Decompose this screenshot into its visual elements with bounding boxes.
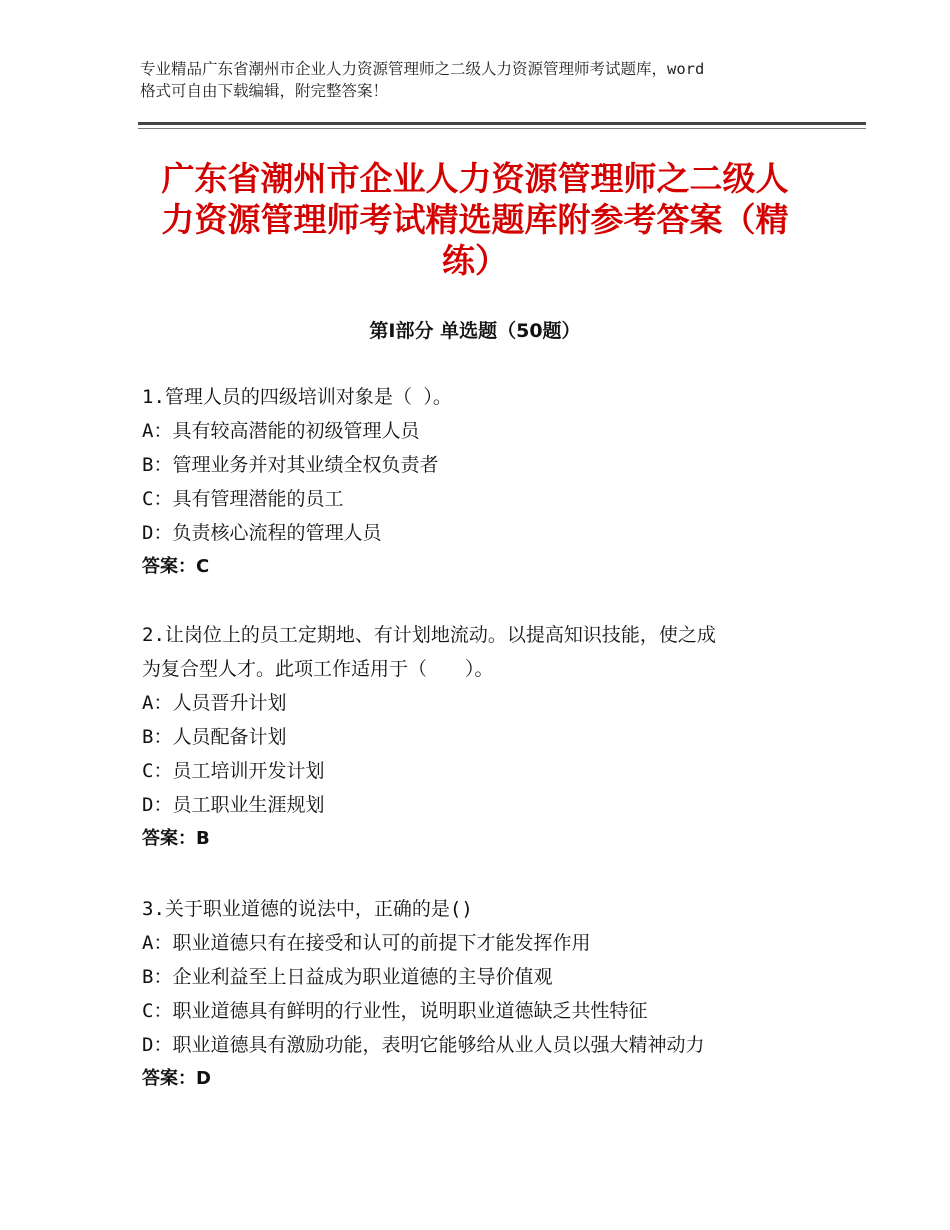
option-b: B：人员配备计划 xyxy=(142,726,287,748)
header-note-line-2: 格式可自由下载编辑，附完整答案！ xyxy=(140,82,389,100)
header-divider-thin xyxy=(138,128,866,129)
question-stem: 2.让岗位上的员工定期地、有计划地流动。以提高知识技能，使之成 xyxy=(142,624,716,646)
option-a: A：职业道德只有在接受和认可的前提下才能发挥作用 xyxy=(142,932,591,954)
title-line-1: 广东省潮州市企业人力资源管理师之二级人 xyxy=(161,159,789,198)
option-d: D：职业道德具有激励功能，表明它能够给从业人员以强大精神动力 xyxy=(142,1034,705,1056)
answer: 答案：C xyxy=(142,556,210,577)
title-line-2: 力资源管理师考试精选题库附参考答案（精 xyxy=(161,200,789,239)
question-stem-continued: 为复合型人才。此项工作适用于（ ）。 xyxy=(142,658,494,680)
question-stem: 3.关于职业道德的说法中，正确的是() xyxy=(142,898,473,920)
option-c: C：员工培训开发计划 xyxy=(142,760,325,782)
option-c: C：职业道德具有鲜明的行业性，说明职业道德缺乏共性特征 xyxy=(142,1000,648,1022)
header-note xyxy=(140,58,820,102)
section-heading: 第Ⅰ部分 单选题（50题） xyxy=(369,320,581,342)
question-1 xyxy=(142,380,832,584)
option-c: C：具有管理潜能的员工 xyxy=(142,488,344,510)
header-note-line-1: 专业精品广东省潮州市企业人力资源管理师之二级人力资源管理师考试题库，word xyxy=(140,60,705,78)
question-2 xyxy=(142,618,832,856)
answer: 答案：B xyxy=(142,828,210,849)
option-d: D：员工职业生涯规划 xyxy=(142,794,325,816)
option-b: B：管理业务并对其业绩全权负责者 xyxy=(142,454,439,476)
option-d: D：负责核心流程的管理人员 xyxy=(142,522,382,544)
option-a: A：具有较高潜能的初级管理人员 xyxy=(142,420,420,442)
question-stem: 1.管理人员的四级培训对象是（ ）。 xyxy=(142,386,452,408)
header-divider-thick xyxy=(138,122,866,125)
title-line-3: 练） xyxy=(442,241,508,280)
option-b: B：企业利益至上日益成为职业道德的主导价值观 xyxy=(142,966,553,988)
option-a: A：人员晋升计划 xyxy=(142,692,287,714)
document-title xyxy=(120,158,830,281)
answer: 答案：D xyxy=(142,1068,211,1089)
question-3 xyxy=(142,892,832,1096)
